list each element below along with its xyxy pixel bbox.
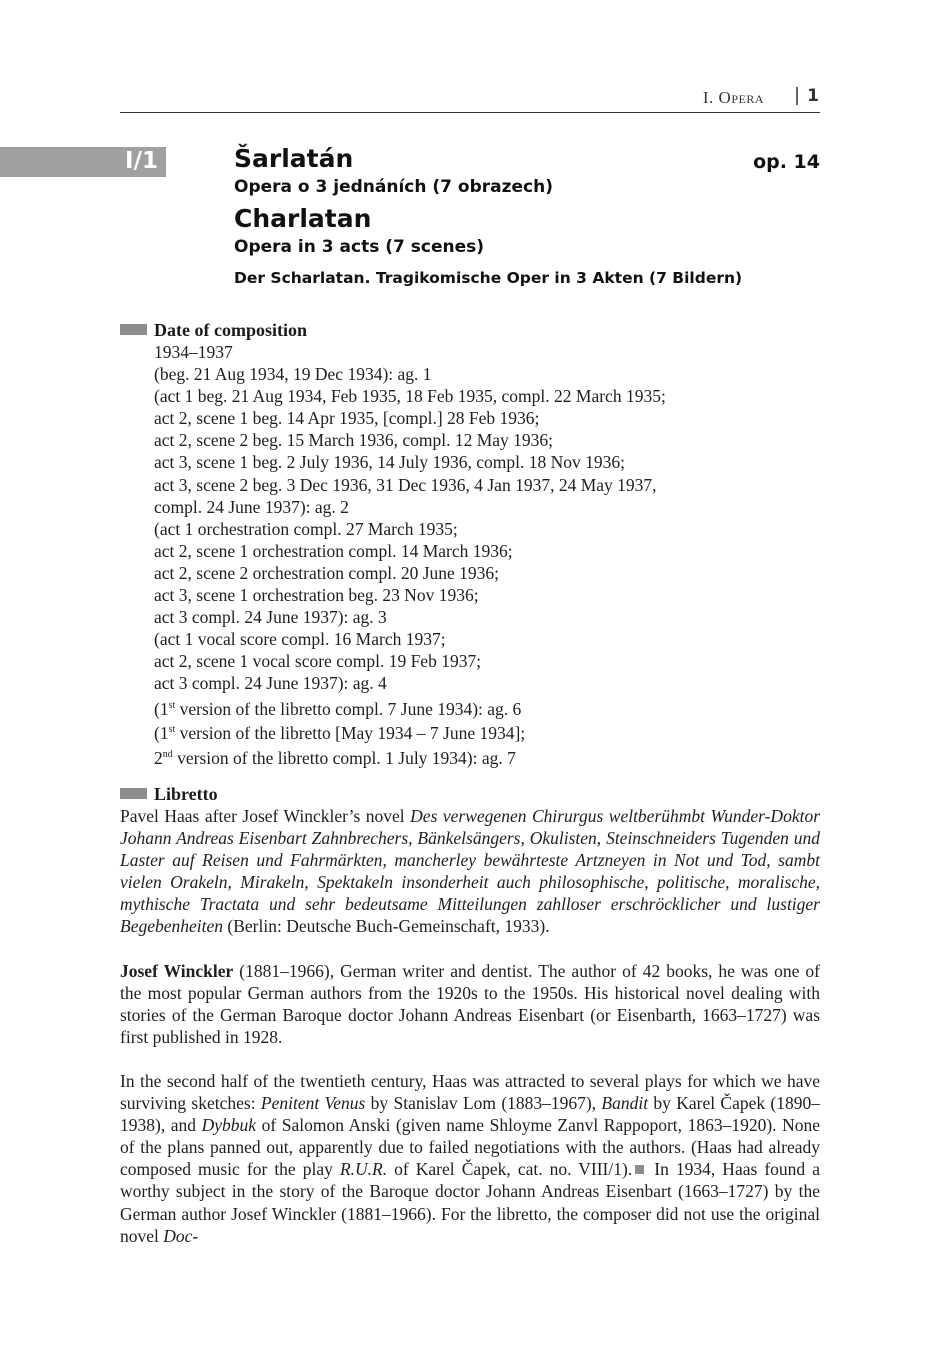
composition-line: act 3, scene 2 beg. 3 Dec 1936, 31 Dec 1936, 4 Jan 1937, 24 May 1937, xyxy=(154,474,657,495)
version-prefix: (1 xyxy=(154,698,169,719)
version-ordinal: nd xyxy=(162,749,173,761)
version-text: version of the libretto compl. 7 June 1934): ag. 6 xyxy=(175,698,522,719)
work-subtitle-english: Opera in 3 acts (7 scenes) xyxy=(234,237,484,257)
version-prefix: (1 xyxy=(154,723,169,744)
composition-line: act 2, scene 1 orchestration compl. 14 March 1936; xyxy=(154,540,513,561)
catalogue-number-tab xyxy=(0,147,166,177)
section-heading-composition xyxy=(120,320,307,341)
version-text: version of the libretto compl. 1 July 1934): ag. 7 xyxy=(172,748,516,769)
composition-line: (act 1 vocal score compl. 16 March 1937; xyxy=(154,629,446,650)
page-number: 1 xyxy=(807,86,819,106)
libretto-version-line xyxy=(154,744,814,769)
work-title-czech: Šarlatán xyxy=(234,144,354,173)
composition-line: act 3, scene 1 orchestration beg. 23 Nov 1936; xyxy=(154,585,479,606)
libretto-paragraph-source xyxy=(120,805,820,938)
history-text: In 1934, Haas found a worthy subject in the story of the Baroque doctor Johann Andreas Eisenbart (1663–1727) by the German author Josef Winckler (1881–1966). For the libretto, the composer did not use the original novel xyxy=(120,1159,820,1246)
libretto-paragraph-history xyxy=(120,1070,820,1247)
composition-line: (act 1 beg. 21 Aug 1934, Feb 1935, 18 Feb 1935, compl. 22 March 1935; xyxy=(154,386,666,407)
composition-line: compl. 24 June 1937): ag. 2 xyxy=(154,496,349,517)
composition-line: act 2, scene 1 beg. 14 Apr 1935, [compl.] 28 Feb 1936; xyxy=(154,408,540,429)
running-header-section: I. Opera xyxy=(702,88,764,107)
work-title-english: Charlatan xyxy=(234,204,372,233)
composition-line: 1934–1937 xyxy=(154,342,233,362)
composition-line: act 2, scene 2 beg. 15 March 1936, compl. 12 May 1936; xyxy=(154,430,554,451)
play-title: R.U.R. xyxy=(339,1159,388,1180)
version-ordinal: st xyxy=(168,699,176,711)
running-header xyxy=(120,86,820,113)
version-prefix: 2 xyxy=(154,748,163,769)
section-heading-text: Libretto xyxy=(154,784,218,804)
composition-dates-list xyxy=(154,341,814,769)
play-title: Dybbuk xyxy=(201,1115,257,1136)
version-ordinal: st xyxy=(168,724,176,736)
novel-title: Des verwegenen Chirurgus weltberühmbt Wunder-Doktor Johann Andreas Eisenbart Zahnbrechers, Bänkelsängers, Okulisten, Steinschneiders Tugenden und Laster auf Reisen und Fahrmärkten, mancherley bewährteste Artzneyen in Not und Tod, sambt vielen Orakeln, Mirakeln, Spektakeln insonderheit auch philosophische, politische, moralische, mythische Tractata und sehr bedeutsame Mitteilungen zahlloser erschröcklicher und lustiger Begebenheiten xyxy=(120,806,821,937)
composition-line: act 2, scene 1 vocal score compl. 19 Feb 1937; xyxy=(154,651,482,672)
work-title-german: Der Scharlatan. Tragikomische Oper in 3 Akten (7 Bildern) xyxy=(234,269,743,287)
author-bio: (1881–1966), German writer and dentist. The author of 42 books, he was one of the most popular German authors from the 1920s to the 1950s. His historical novel dealing with stories of the German Baroque doctor Johann Andreas Eisenbart (or Eisenbarth, 1663–1727) was first published in 1928. xyxy=(120,961,820,1048)
libretto-version-line xyxy=(154,719,814,744)
running-header-separator xyxy=(796,87,798,105)
play-title: Penitent Venus xyxy=(260,1093,366,1114)
history-text: of Salomon Anski (given name Shloyme Zanvl Rappoport, 1863–1920). None of the plans panned out, apparently due to failed negotiations with the authors. (Haas had already composed music for the play xyxy=(120,1115,820,1180)
libretto-paragraph-author xyxy=(120,960,820,1048)
section-heading-libretto xyxy=(120,784,218,805)
history-text: by Stanislav Lom (1883–1967), xyxy=(365,1093,602,1114)
libretto-version-line xyxy=(154,695,814,720)
composition-line: act 3 compl. 24 June 1937): ag. 3 xyxy=(154,607,387,628)
composition-line: (beg. 21 Aug 1934, 19 Dec 1934): ag. 1 xyxy=(154,364,432,385)
section-marker xyxy=(120,324,147,335)
paragraph-break-square xyxy=(635,1165,644,1174)
novel-title-fragment: Doc- xyxy=(163,1225,199,1246)
section-marker xyxy=(120,788,147,799)
history-text: In the second half of the twentieth century, Haas was attracted to several plays for which we have surviving sketches: xyxy=(120,1071,820,1114)
work-subtitle-czech: Opera o 3 jednáních (7 obrazech) xyxy=(234,177,553,197)
play-title: Bandit xyxy=(601,1093,649,1114)
composition-line: (act 1 orchestration compl. 27 March 1935; xyxy=(154,518,458,539)
author-name: Josef Winckler xyxy=(120,961,234,981)
composition-line: act 3, scene 1 beg. 2 July 1936, 14 July 1936, compl. 18 Nov 1936; xyxy=(154,452,625,473)
section-heading-text: Date of composition xyxy=(154,320,307,340)
history-text: of Karel Čapek, cat. no. VIII/1). xyxy=(387,1159,633,1180)
composition-line: act 3 compl. 24 June 1937): ag. 4 xyxy=(154,673,387,694)
composition-line: act 2, scene 2 orchestration compl. 20 June 1936; xyxy=(154,562,500,583)
catalogue-number: I/1 xyxy=(125,148,158,174)
libretto-publication: (Berlin: Deutsche Buch-Gemeinschaft, 1933). xyxy=(223,916,550,937)
opus-number: op. 14 xyxy=(753,151,820,173)
history-text: by Karel Čapek (1890–1938), and xyxy=(120,1093,820,1136)
version-text: version of the libretto [May 1934 – 7 June 1934]; xyxy=(175,723,526,744)
libretto-intro: Pavel Haas after Josef Winckler’s novel xyxy=(120,806,411,826)
